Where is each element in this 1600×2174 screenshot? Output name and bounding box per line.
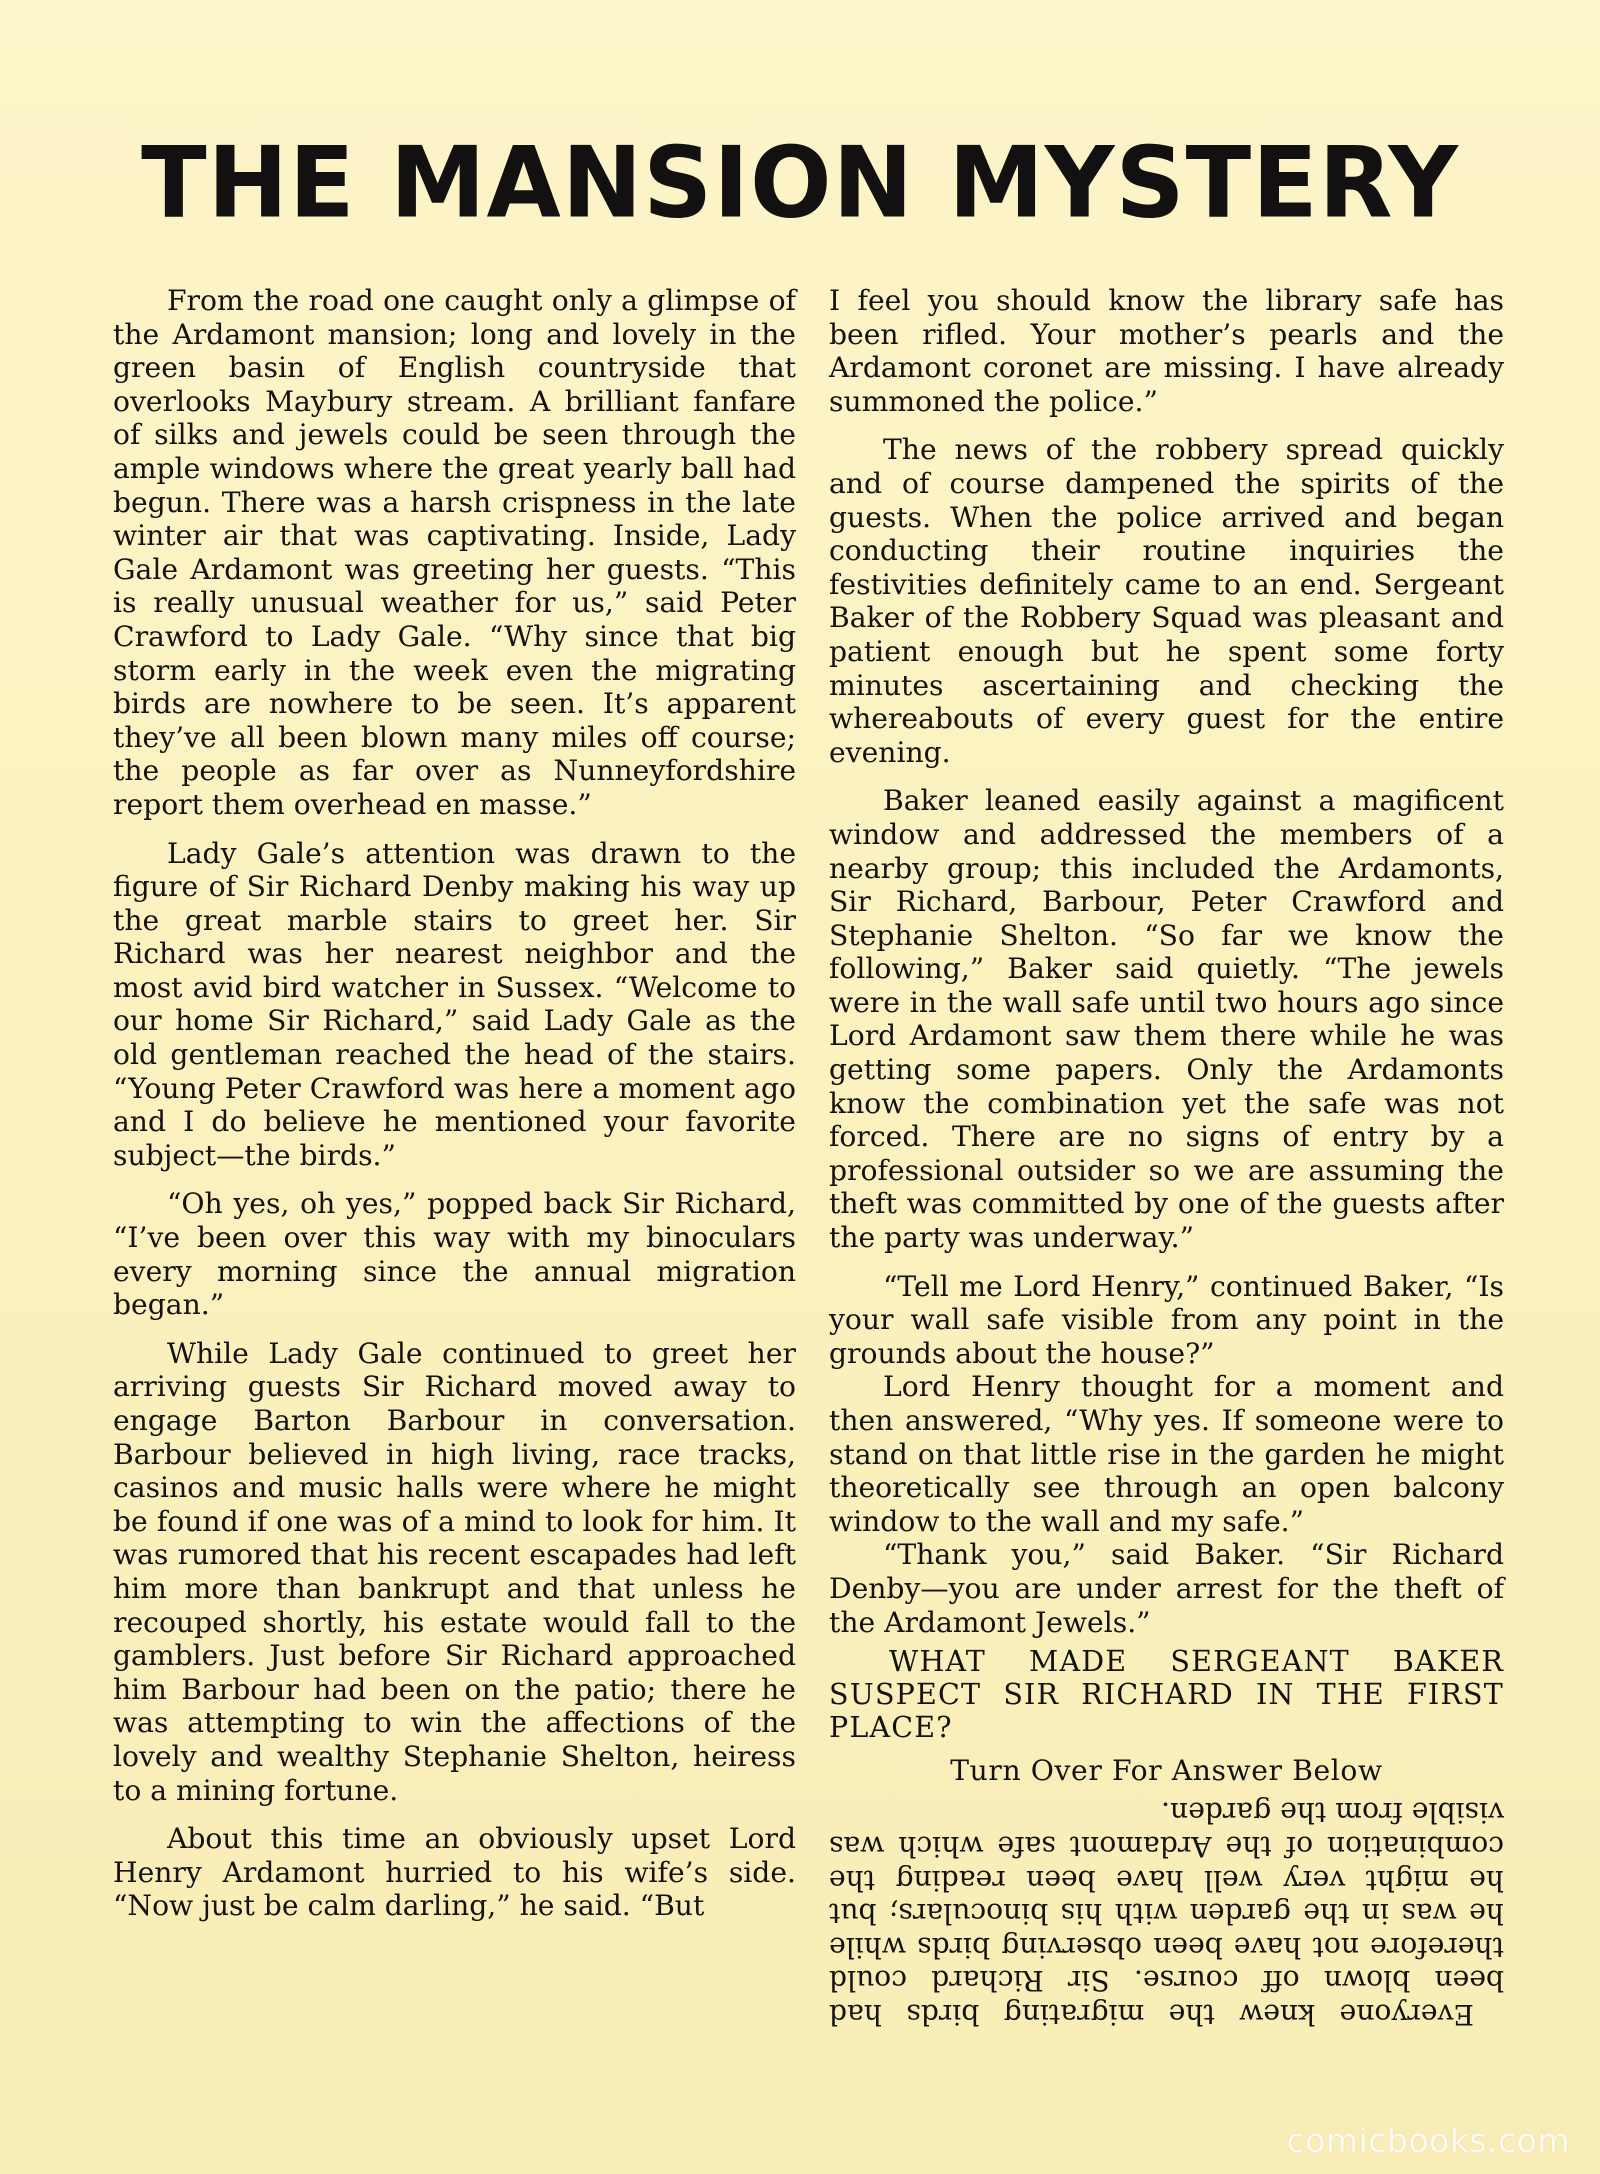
article-title: THE MANSION MYSTERY <box>141 125 1459 241</box>
right-column <box>829 284 1504 2031</box>
paragraph: “Oh yes, oh yes,” popped back Sir Richard, “I’ve been over this way with my binoculars every morning since the annual migration began.” <box>113 1187 796 1322</box>
paragraph: Lord Henry thought for a moment and then answered, “Why yes. If someone were to stand on that little rise in the garden he might theoretically see through an open balcony window to the wall and my safe.” <box>829 1370 1504 1538</box>
paragraph: The news of the robbery spread quickly and of course dampened the spirits of the guests. When the police arrived and began conducting their routine inquiries the festivities definitely came to an end. Sergeant Baker of the Robbery Squad was pleasant and patient enough but he spent some forty minutes ascertaining and checking the whereabouts of every guest for the entire evening. <box>829 433 1504 769</box>
mystery-question: WHAT MADE SERGEANT BAKER SUSPECT SIR RICHARD IN THE FIRST PLACE? <box>829 1645 1504 1745</box>
paragraph: “Tell me Lord Henry,” continued Baker, “Is your wall safe visible from any point in the grounds about the house?” <box>829 1269 1504 1370</box>
paragraph: From the road one caught only a glimpse of the Ardamont mansion; long and lovely in the green basin of English countryside that overlooks Maybury stream. A brilliant fanfare of silks and jewels could be seen through the ample windows where the great yearly ball had begun. There was a harsh crispness in the late winter air that was captivating. Inside, Lady Gale Ardamont was greeting her guests. “This is really unusual weather for us,” said Peter Crawford to Lady Gale. “Why since that big storm early in the week even the migrating birds are nowhere to be seen. It’s apparent they’ve all been blown many miles off course; the people as far over as Nunneyfordshire report them overhead en masse.” <box>113 284 796 821</box>
turn-over-instruction: Turn Over For Answer Below <box>950 1754 1383 1788</box>
paragraph: Baker leaned easily against a magificent window and addressed the members of a nearby group; this included the Ardamonts, Sir Richard, Barbour, Peter Crawford and Stephanie Shelton. “So far we know the following,” Baker said quietly. “The jewels were in the wall safe until two hours ago since Lord Ardamont saw them there while he was getting some papers. Only the Ardamonts know the combination yet the safe was not forced. There are no signs of entry by a professional outsider so we are assuming the theft was committed by one of the guests after the party was underway.” <box>829 784 1504 1255</box>
site-watermark: comicbooks.com <box>1286 2121 1570 2160</box>
left-column <box>113 284 796 1923</box>
upside-down-answer: Everyone knew the migrating birds had been blown off course. Sir Richard could therefore not have been observing birds while he was in the garden with his binoculars; but he might very well have been reading the combination of the Ardamont safe which was visible from the garden. <box>829 1796 1504 2031</box>
paragraph: While Lady Gale continued to greet her arriving guests Sir Richard moved away to engage Barton Barbour in conversation. Barbour believed in high living, race tracks, casinos and music halls were where he might be found if one was of a mind to look for him. It was rumored that his recent escapades had left him more than bankrupt and that unless he recouped shortly, his estate would fall to the gamblers. Just before Sir Richard approached him Barbour had been on the patio; there he was attempting to win the affections of the lovely and wealthy Stephanie Shelton, heiress to a mining fortune. <box>113 1336 796 1807</box>
paragraph: Lady Gale’s attention was drawn to the figure of Sir Richard Denby making his way up the great marble stairs to greet her. Sir Richard was her nearest neighbor and the most avid bird watcher in Sussex. “Welcome to our home Sir Richard,” said Lady Gale as the old gentleman reached the head of the stairs. “Young Peter Crawford was here a moment ago and I do believe he mentioned your favorite subject—the birds.” <box>113 836 796 1172</box>
paragraph: About this time an obviously upset Lord Henry Ardamont hurried to his wife’s side. “Now just be calm darling,” he said. “But <box>113 1822 796 1923</box>
paragraph-continuation: I feel you should know the library safe has been rifled. Your mother’s pearls and the Ardamont coronet are missing. I have already summoned the police.” <box>829 284 1504 418</box>
paragraph: “Thank you,” said Baker. “Sir Richard Denby—you are under arrest for the theft of the Ardamont Jewels.” <box>829 1538 1504 1639</box>
